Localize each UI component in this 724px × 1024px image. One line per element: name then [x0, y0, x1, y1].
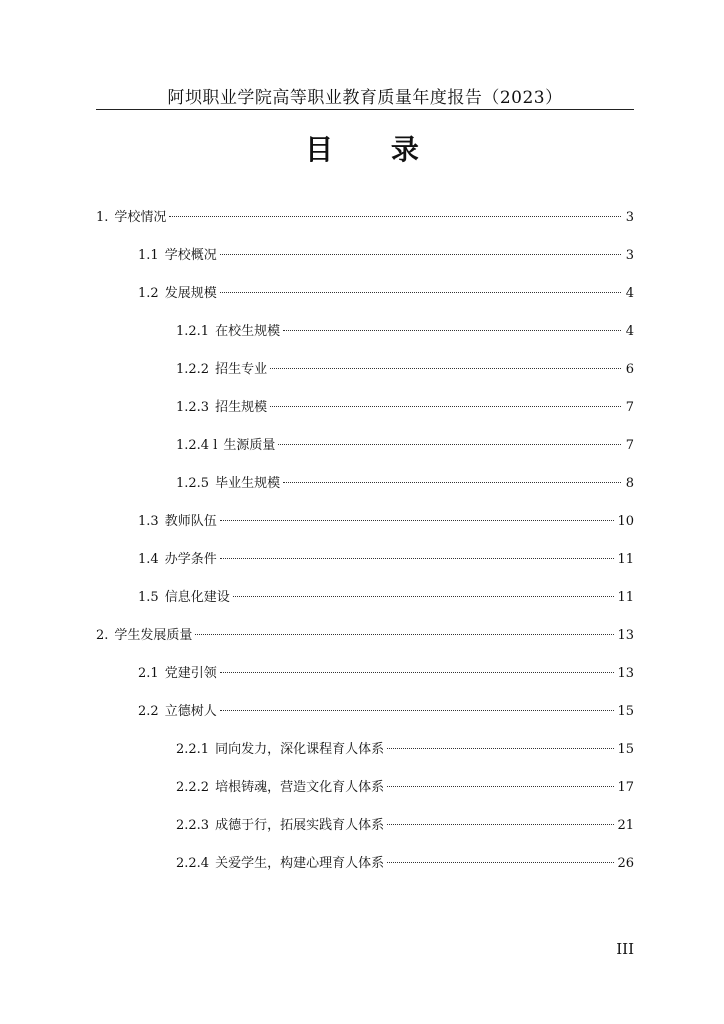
toc-entry-title: 成德于行，拓展实践育人体系	[215, 818, 385, 833]
toc-entry-title: 学生发展质量	[114, 628, 193, 643]
toc-entry-page: 17	[617, 780, 634, 795]
toc-entry-page: 4	[625, 286, 634, 301]
toc-entry-title: 党建引领	[164, 666, 217, 681]
dot-leader	[169, 215, 621, 217]
toc-entry-number: 1.1	[138, 248, 159, 263]
toc-entry[interactable]	[138, 664, 634, 684]
running-header: 阿坝职业学院高等职业教育质量年度报告（2023）	[167, 88, 563, 108]
toc-title: 目 录	[305, 133, 443, 166]
toc-entry-title: 生源质量	[223, 438, 276, 453]
toc-entry[interactable]	[176, 398, 634, 418]
toc-entry-number: 1.5	[138, 590, 159, 605]
toc-entry-page: 8	[625, 476, 634, 491]
toc-entry-title: 招生规模	[215, 400, 268, 415]
toc-entry-number: 2.2.4	[176, 856, 210, 871]
toc-entry-page: 6	[625, 362, 634, 377]
toc-entry-number: 1.3	[138, 514, 159, 529]
dot-leader	[220, 519, 615, 521]
toc-entry-page: 26	[617, 856, 634, 871]
dot-leader	[220, 557, 615, 559]
toc-entry-page: 15	[617, 742, 634, 757]
toc-entry-page: 3	[625, 248, 634, 263]
toc-entry-title: 教师队伍	[164, 514, 217, 529]
dot-leader	[220, 671, 615, 673]
toc-entry-title: 招生专业	[215, 362, 268, 377]
toc-entry-title: 学校概况	[164, 248, 217, 263]
toc-entry-title: 学校情况	[114, 210, 167, 225]
toc-entry-page: 4	[625, 324, 634, 339]
toc-entry-number: 2.2.1	[176, 742, 210, 757]
dot-leader	[195, 633, 614, 635]
toc-entry-number: 2.	[96, 628, 109, 643]
dot-leader	[220, 253, 621, 255]
dot-leader	[387, 747, 614, 749]
toc-entry[interactable]	[176, 778, 634, 798]
dot-leader	[220, 291, 621, 293]
toc-entry-page: 13	[617, 666, 634, 681]
header-divider	[96, 109, 634, 110]
toc-entry[interactable]	[176, 854, 634, 874]
toc-entry-title: 立德树人	[164, 704, 217, 719]
toc-entry-number: 1.2.5	[176, 476, 210, 491]
toc-entry[interactable]	[96, 626, 634, 646]
toc-entry[interactable]	[138, 246, 634, 266]
toc-entry-number: 1.	[96, 210, 109, 225]
toc-entry-page: 21	[617, 818, 634, 833]
toc-entry-number: 1.2.4 l	[176, 438, 218, 453]
toc-entry[interactable]	[176, 360, 634, 380]
dot-leader	[283, 329, 621, 331]
toc-entry-number: 2.2.2	[176, 780, 210, 795]
toc-entry[interactable]	[176, 474, 634, 494]
toc-entry-page: 15	[617, 704, 634, 719]
dot-leader	[270, 367, 621, 369]
dot-leader	[283, 481, 621, 483]
toc-entry-page: 10	[617, 514, 634, 529]
toc-entry[interactable]	[176, 740, 634, 760]
toc-entry-page: 7	[625, 438, 634, 453]
dot-leader	[220, 709, 615, 711]
toc-entry-page: 3	[625, 210, 634, 225]
dot-leader	[270, 405, 621, 407]
toc-entry[interactable]	[96, 208, 634, 228]
dot-leader	[233, 595, 615, 597]
toc-entry-page: 7	[625, 400, 634, 415]
dot-leader	[278, 443, 621, 445]
toc-entry-number: 2.1	[138, 666, 159, 681]
toc-entry-title: 关爱学生，构建心理育人体系	[215, 856, 385, 871]
toc-entry-number: 1.2.1	[176, 324, 210, 339]
toc-entry[interactable]	[138, 284, 634, 304]
toc-entry-title: 同向发力，深化课程育人体系	[215, 742, 385, 757]
dot-leader	[387, 785, 614, 787]
toc-entry-title: 发展规模	[164, 286, 217, 301]
toc-entry-number: 1.2.2	[176, 362, 210, 377]
toc-entry-number: 1.2.3	[176, 400, 210, 415]
toc-entry-title: 办学条件	[164, 552, 217, 567]
toc-entry-page: 11	[617, 590, 634, 605]
toc-entry[interactable]	[138, 512, 634, 532]
toc-entry[interactable]	[176, 322, 634, 342]
toc-entry[interactable]	[138, 588, 634, 608]
toc-entry-title: 毕业生规模	[215, 476, 281, 491]
toc-entry-number: 1.2	[138, 286, 159, 301]
dot-leader	[387, 823, 614, 825]
toc-entry-number: 2.2	[138, 704, 159, 719]
toc-entry-title: 信息化建设	[164, 590, 230, 605]
toc-entry[interactable]	[138, 702, 634, 722]
toc-entry[interactable]	[176, 436, 634, 456]
toc-entry[interactable]	[138, 550, 634, 570]
toc-entry-page: 13	[617, 628, 634, 643]
toc-entry-number: 1.4	[138, 552, 159, 567]
toc-entry-number: 2.2.3	[176, 818, 210, 833]
toc-entry-title: 培根铸魂，营造文化育人体系	[215, 780, 385, 795]
toc-entry-page: 11	[617, 552, 634, 567]
toc-entry-title: 在校生规模	[215, 324, 281, 339]
toc-entry[interactable]	[176, 816, 634, 836]
page-number: III	[616, 940, 634, 958]
dot-leader	[387, 861, 614, 863]
